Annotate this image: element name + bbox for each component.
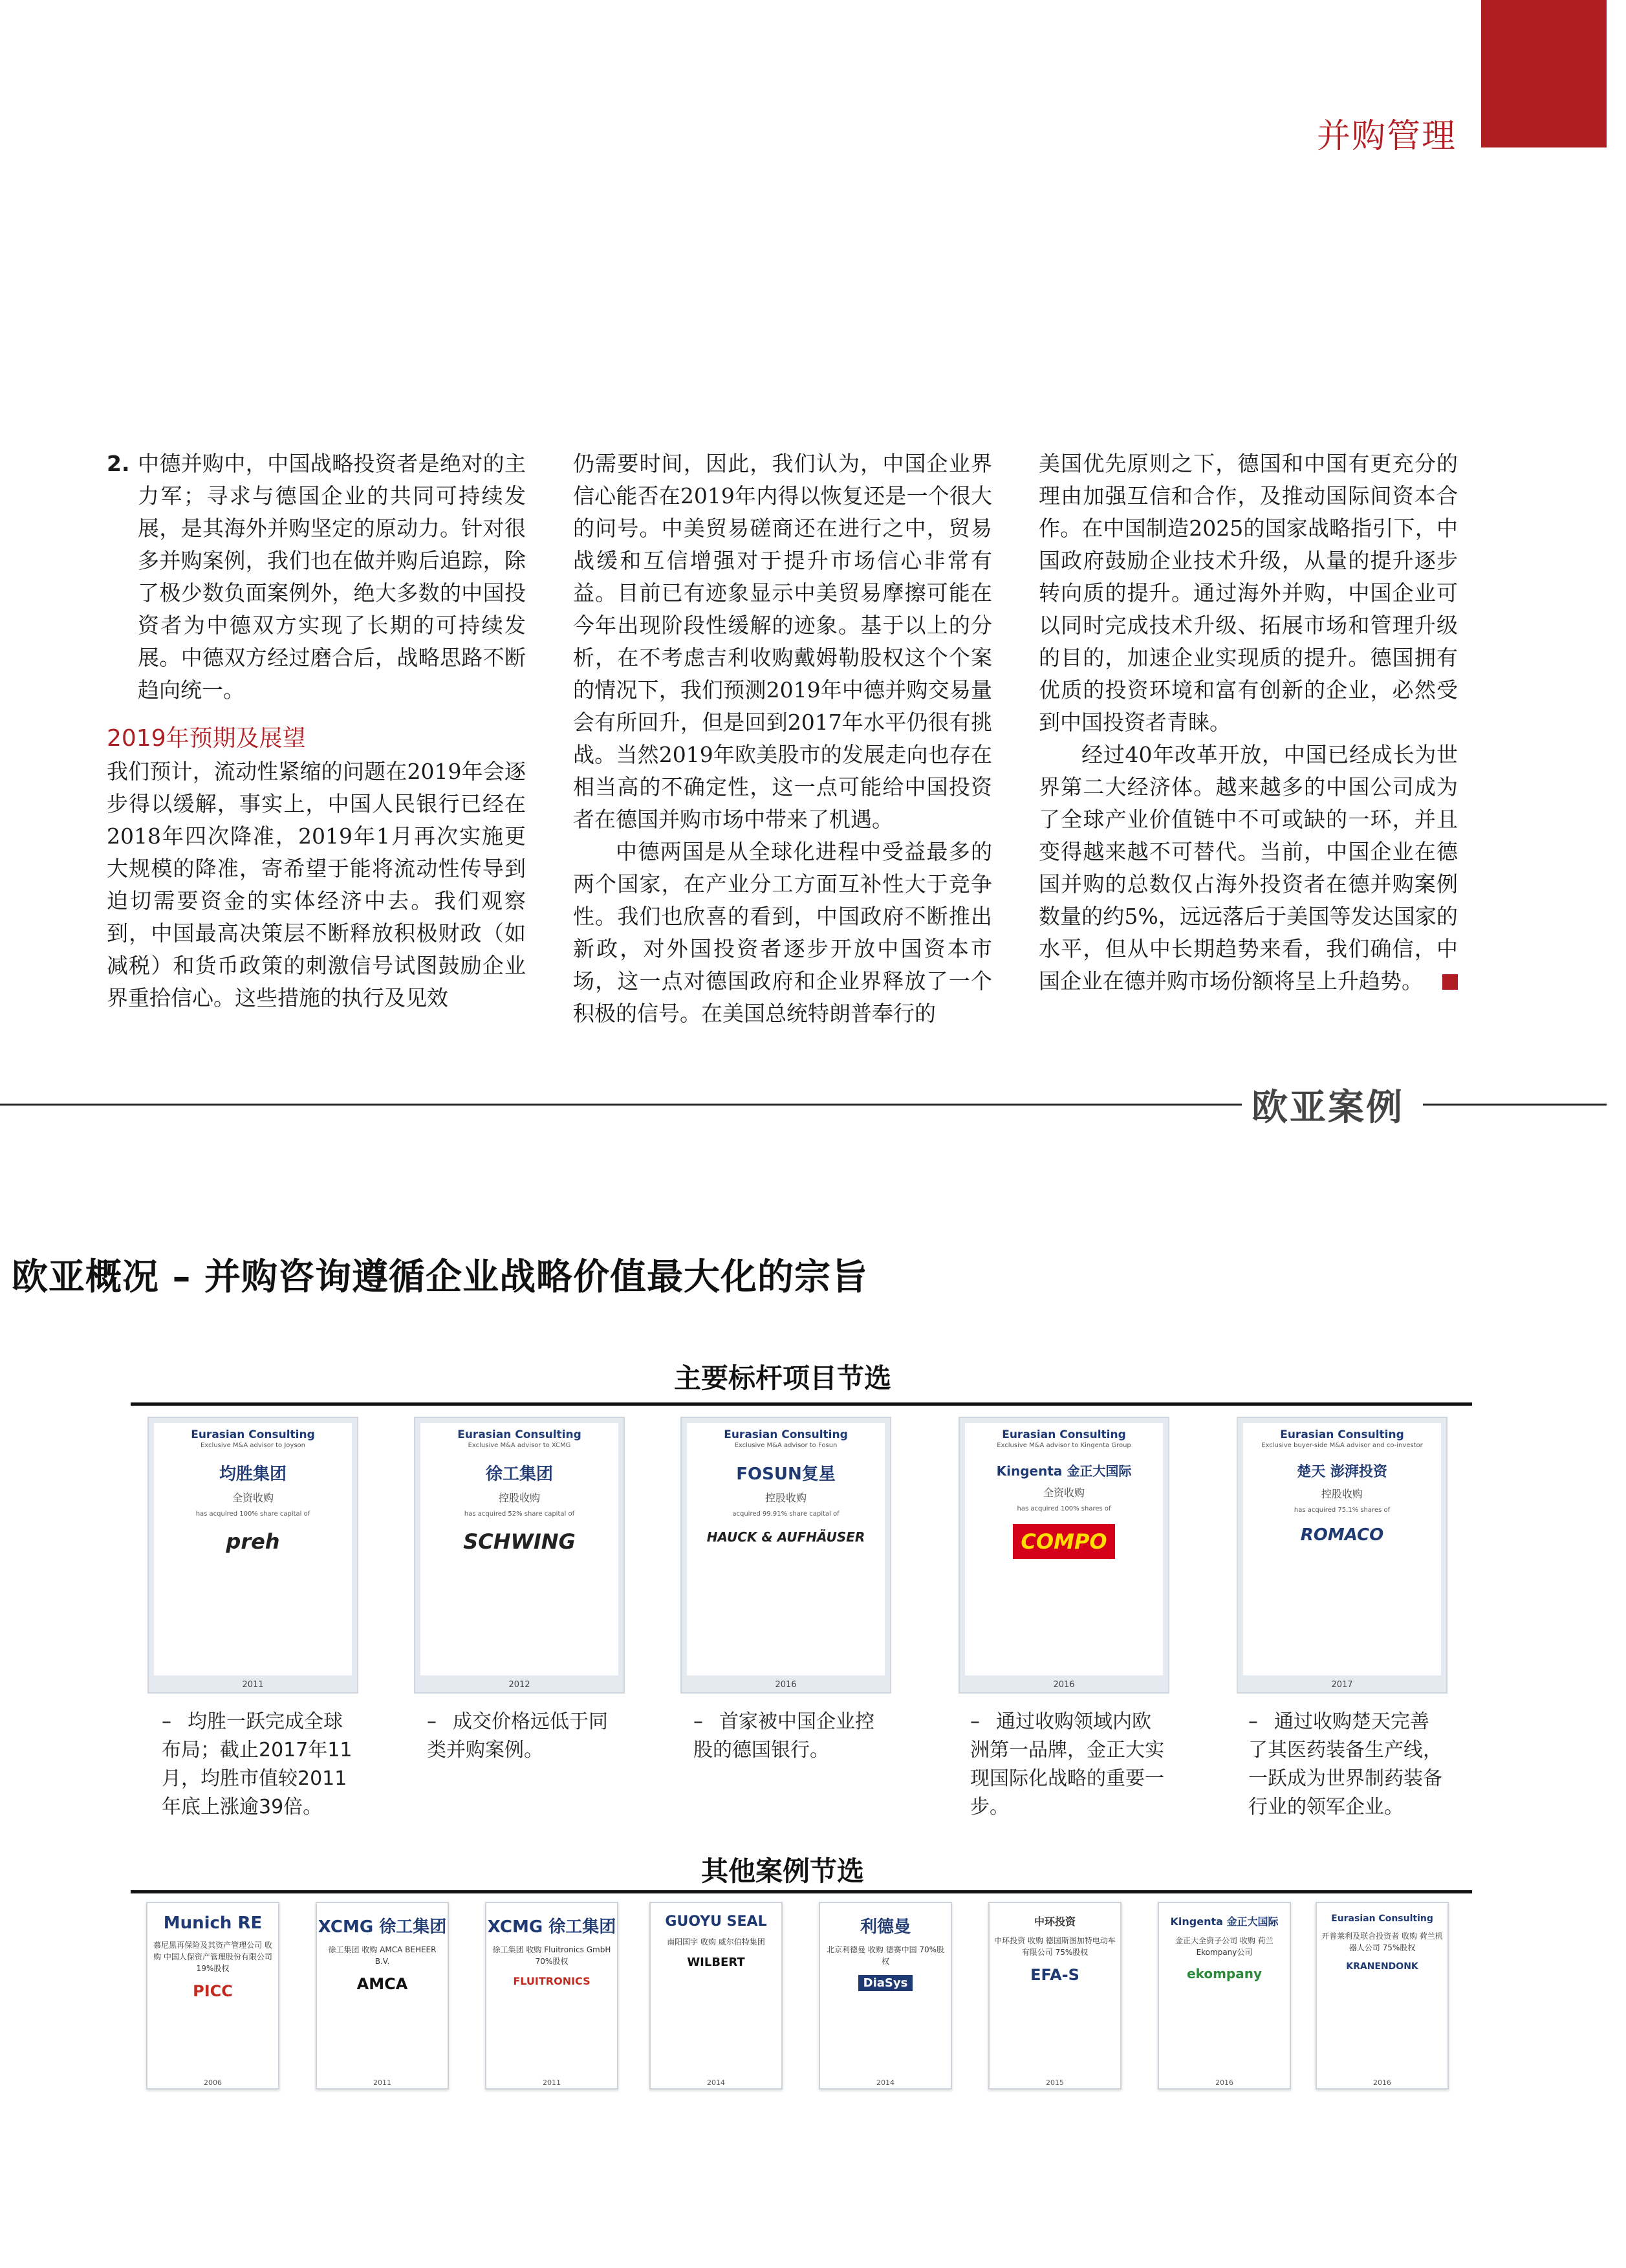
section-title: 并购管理 <box>1316 117 1457 156</box>
case-year: 2016 <box>1215 2078 1233 2087</box>
item-text: 中德并购中，中国战略投资者是绝对的主力军；寻求与德国企业的共同可持续发展，是其海外并购坚定的原动力。针对很多并购案例，我们也在做并购后追踪，除了极少数负面案例外，绝大多数的中国投资者为中德双方实现了长期的可持续发展。中德双方经过磨合后，战略思路不断趋向统一。 <box>138 451 526 703</box>
case-text: 中环投资 收购 德国斯图加特电动车有限公司 75%股权 <box>994 1936 1116 1957</box>
case-year: 2014 <box>876 2078 894 2087</box>
case-text: 开普莱利及联合投资者 收购 荷兰机器人公司 75%股权 <box>1321 1932 1443 1952</box>
case-year: 2015 <box>1046 2078 1064 2087</box>
acquirer-logo: 中环投资 <box>1034 1915 1076 1928</box>
deal-note: has acquired 100% shares of <box>1017 1505 1111 1512</box>
brand-label: Eurasian Consulting <box>191 1428 315 1441</box>
case-card <box>1158 1902 1291 2089</box>
featured-card <box>680 1417 891 1694</box>
advisor-note: Exclusive buyer-side M&A advisor and co-investor <box>1261 1442 1423 1449</box>
deal-note: has acquired 52% share capital of <box>464 1510 575 1518</box>
article-column-3 <box>1039 448 1458 998</box>
article-column-2 <box>573 448 992 1030</box>
case-text: 南阳国宇 收购 威尔伯特集团 <box>667 1937 765 1946</box>
advisor-note: Exclusive M&A advisor to Kingenta Group <box>997 1442 1131 1449</box>
case-text: 北京利德曼 收购 德赛中国 70%股权 <box>826 1945 945 1966</box>
target-logo: SCHWING <box>463 1529 576 1554</box>
acquirer-logo: Munich RE <box>163 1914 263 1933</box>
target-logo: FLUITRONICS <box>513 1975 591 1987</box>
case-year: 2014 <box>707 2078 725 2087</box>
case-caption: – 通过收购楚天完善了其医药装备生产线，一跃成为世界制药装备行业的领军企业。 <box>1248 1710 1442 1818</box>
advisor-note: Exclusive M&A advisor to Joyson <box>200 1442 306 1449</box>
target-logo: HAUCK & AUFHÄUSER <box>706 1529 865 1545</box>
deal-note: has acquired 75.1% shares of <box>1294 1507 1391 1514</box>
deal-year: 2017 <box>1331 1680 1353 1690</box>
featured-card <box>959 1417 1169 1694</box>
header-red-block <box>1481 0 1607 147</box>
brand-label: Eurasian Consulting <box>1002 1428 1126 1441</box>
featured-card <box>414 1417 625 1694</box>
paragraph: 仍需要时间，因此，我们认为，中国企业界信心能否在2019年内得以恢复还是一个很大的问号。中美贸易磋商还在进行之中，贸易战缓和互信增强对于提升市场信心非常有益。目前已有迹象显示中美贸易摩擦可能在今年出现阶段性缓解的迹象。基于以上的分析，在不考虑吉利收购戴姆勒股权这个个案的情况下，我们预测2019年中德并购交易量会有所回升，但是回到2017年水平仍很有挑战。当然2019年欧美股市的发展走向也存在相当高的不确定性，这一点可能给中国投资者在德国并购市场中带来了机遇。 <box>573 451 992 832</box>
case-card <box>819 1902 952 2089</box>
deal-type: 全资收购 <box>1043 1487 1085 1499</box>
other-heading: 其他案例节选 <box>700 1855 864 1887</box>
deal-year: 2016 <box>1053 1680 1075 1690</box>
acquirer-logo: 利德曼 <box>860 1917 911 1937</box>
target-logo: KRANENDONK <box>1346 1961 1418 1972</box>
case-text: 徐工集团 收购 AMCA BEHEER B.V. <box>328 1945 437 1966</box>
target-logo: DiaSys <box>858 1975 913 1991</box>
panel-title: 欧亚概况 – 并购咨询遵循企业战略价值最大化的宗旨 <box>12 1256 868 1298</box>
acquirer-logo: Kingenta 金正大国际 <box>1170 1915 1279 1928</box>
target-logo: preh <box>226 1529 280 1554</box>
subheading: 2019年预期及展望 <box>107 725 306 752</box>
heading-rule <box>131 1890 1472 1893</box>
deal-year: 2016 <box>775 1680 797 1690</box>
deal-note: has acquired 100% share capital of <box>195 1510 310 1518</box>
brand-label: Eurasian Consulting <box>1280 1428 1404 1441</box>
deal-type: 控股收购 <box>498 1492 540 1504</box>
case-caption: – 通过收购领域内欧洲第一品牌，金正大实现国际化战略的重要一步。 <box>970 1710 1164 1818</box>
featured-heading: 主要标杆项目节选 <box>673 1362 891 1394</box>
paragraph: 我们预计，流动性紧缩的问题在2019年会逐步得以缓解，事实上，中国人民银行已经在2018年四次降准，2019年1月再次实施更大规模的降准，寄希望于能将流动性传导到迫切需要资金的实体经济中去。我们观察到，中国最高决策层不断释放积极财政（如减税）和货币政策的刺激信号试图鼓励企业界重拾信心。这些措施的执行及见效 <box>107 759 526 1010</box>
target-logo: ekompany <box>1187 1966 1262 1981</box>
divider-line <box>1423 1104 1607 1106</box>
target-logo: COMPO <box>1013 1524 1114 1559</box>
target-logo: PICC <box>193 1982 233 2000</box>
case-year: 2011 <box>373 2078 391 2087</box>
article-column-1 <box>107 448 526 1014</box>
case-card <box>1316 1902 1449 2089</box>
featured-card <box>1237 1417 1447 1694</box>
case-card <box>316 1902 449 2089</box>
acquirer-logo: Kingenta 金正大国际 <box>996 1463 1132 1479</box>
paragraph: 美国优先原则之下，德国和中国有更充分的理由加强互信和合作，及推动国际间资本合作。在中国制造2025的国家战略指引下，中国政府鼓励企业技术升级，从量的提升逐步转向质的提升。通过海外并购，中国企业可以同时完成技术升级、拓展市场和管理升级的目的，加速企业实现质的提升。德国拥有优质的投资环境和富有创新的企业，必然受到中国投资者青睐。 <box>1039 451 1458 735</box>
case-year: 2006 <box>204 2078 222 2087</box>
deal-type: 控股收购 <box>764 1492 807 1504</box>
end-mark-icon <box>1442 974 1458 990</box>
brand-label: Eurasian Consulting <box>457 1428 581 1441</box>
featured-card <box>147 1417 358 1694</box>
case-year: 2016 <box>1373 2078 1391 2087</box>
target-logo: WILBERT <box>687 1956 745 1969</box>
case-card <box>988 1902 1122 2089</box>
numbered-item <box>107 448 526 706</box>
target-logo: ROMACO <box>1300 1525 1384 1545</box>
case-caption: – 均胜一跃完成全球布局；截止2017年11月，均胜市值较2011年底上涨逾39倍。 <box>162 1710 352 1818</box>
deal-type: 全资收购 <box>232 1492 274 1504</box>
divider-label: 欧亚案例 <box>1252 1087 1404 1129</box>
case-text: 金正大全资子公司 收购 荷兰Ekompany公司 <box>1175 1936 1274 1957</box>
case-card <box>649 1902 783 2089</box>
deal-type: 控股收购 <box>1321 1488 1363 1500</box>
brand-label: Eurasian Consulting <box>724 1428 848 1441</box>
case-text: 慕尼黑再保险及其资产管理公司 收购 中国人保资产管理股份有限公司 19%股权 <box>153 1941 272 1973</box>
acquirer-logo: XCMG 徐工集团 <box>487 1917 616 1937</box>
deal-year: 2011 <box>242 1680 264 1690</box>
item-number: 2. <box>107 451 130 476</box>
divider-line <box>0 1104 1242 1106</box>
target-logo: EFA-S <box>1030 1966 1079 1984</box>
acquirer-logo: XCMG 徐工集团 <box>318 1917 447 1937</box>
case-card <box>485 1902 618 2089</box>
paragraph-text: 经过40年改革开放，中国已经成长为世界第二大经济体。越来越多的中国公司成为了全球产业价值链中不可或缺的一环，并且变得越来越不可替代。当前，中国企业在德国并购的总数仅占海外投资者在德并购案例数量的约5%，远远落后于美国等发达国家的水平，但从中长期趋势来看，我们确信，中国企业在德并购市场份额将呈上升趋势。 <box>1039 742 1458 994</box>
acquirer-logo: 均胜集团 <box>219 1465 287 1484</box>
acquirer-logo: 楚天 澎湃投资 <box>1297 1464 1387 1480</box>
case-text: 徐工集团 收购 Fluitronics GmbH 70%股权 <box>492 1945 611 1966</box>
advisor-note: Exclusive M&A advisor to Fosun <box>734 1442 838 1449</box>
acquirer-logo: GUOYU SEAL <box>665 1914 767 1930</box>
case-year: 2011 <box>543 2078 561 2087</box>
case-card <box>146 1902 279 2089</box>
deal-year: 2012 <box>508 1680 530 1690</box>
acquirer-logo: 徐工集团 <box>485 1465 553 1484</box>
acquirer-logo: Eurasian Consulting <box>1331 1914 1433 1924</box>
case-caption: – 成交价格远低于同类并购案例。 <box>427 1710 608 1761</box>
acquirer-logo: FOSUN复星 <box>736 1465 836 1484</box>
advisor-note: Exclusive M&A advisor to XCMG <box>468 1442 571 1449</box>
target-logo: AMCA <box>356 1975 408 1993</box>
paragraph: 中德两国是从全球化进程中受益最多的两个国家，在产业分工方面互补性大于竞争性。我们也欣喜的看到，中国政府不断推出新政，对外国投资者逐步开放中国资本市场，这一点对德国政府和企业界释放了一个积极的信号。在美国总统特朗普奉行的 <box>573 839 992 1026</box>
paragraph <box>1039 739 1458 998</box>
case-caption: – 首家被中国企业控股的德国银行。 <box>693 1710 874 1761</box>
heading-rule <box>131 1402 1472 1406</box>
deal-note: acquired 99.91% share capital of <box>732 1510 840 1518</box>
